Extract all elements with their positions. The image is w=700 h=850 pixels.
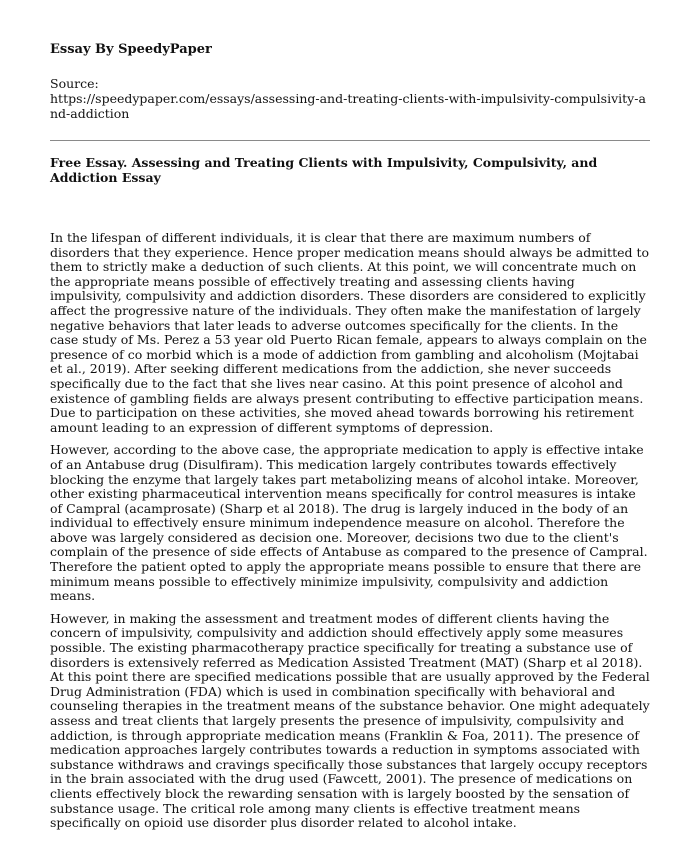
source-url: https://speedypaper.com/essays/assessing-and-treating-clients-with-impulsivity-compulsivity-and-addiction [50, 91, 646, 121]
source-label: Source: [50, 76, 99, 91]
essay-paragraph: In the lifespan of different individuals, it is clear that there are maximum numbers of disorders that they experience. Hence proper medication means should always be admitted to them to strictly make a deduction of such clients. At this point, we will concentrate much on the appropriate means possible of effectively treating and assessing clients having impulsivity, compulsivity and addiction disorders. These disorders are considered to explicitly affect the progressive nature of the individuals. They often make the manifestation of largely negative behaviors that later leads to adverse outcomes specifically for the clients. In the case study of Ms. Perez a 53 year old Puerto Rican female, appears to always complain on the presence of co morbid which is a mode of addiction from gambling and alcoholism (Mojtabai et al., 2019). After seeking different medications from the addiction, she never succeeds specifically due to the fact that she lives near casino. At this point presence of alcohol and existence of gambling fields are always present contributing to effective participation means. Due to participation on these activities, she moved ahead towards borrowing his retirement amount leading to an expression of different symptoms of depression. [50, 230, 650, 435]
essay-body [50, 231, 650, 831]
document-header-title: Essay By SpeedyPaper [50, 42, 212, 57]
essay-title: Free Essay. Assessing and Treating Clients with Impulsivity, Compulsivity, and Addiction Essay [50, 155, 598, 185]
essay-paragraph: However, according to the above case, the appropriate medication to apply is effective intake of an Antabuse drug (Disulfiram). This medication largely contributes towards effectively blocking the enzyme that largely takes part metabolizing means of alcohol intake. Moreover, other existing pharmaceutical intervention means specifically for control measures is intake of Campral (acamprosate) (Sharp et al 2018). The drug is largely induced in the body of an individual to effectively ensure minimum independence measure on alcohol. Therefore the above was largely considered as decision one. Moreover, decisions two due to the client's complain of the presence of side effects of Antabuse as compared to the presence of Campral. Therefore the patient opted to apply the appropriate means possible to ensure that there are minimum means possible to effectively minimize impulsivity, compulsivity and addiction means. [50, 442, 648, 604]
essay-paragraph: However, in making the assessment and treatment modes of different clients having the concern of impulsivity, compulsivity and addiction should effectively apply some measures possible. The existing pharmacotherapy practice specifically for treating a substance use of disorders is extensively referred as Medication Assisted Treatment (MAT) (Sharp et al 2018). At this point there are specified medications possible that are usually approved by the Federal Drug Administration (FDA) which is used in combination specifically with behavioral and counseling therapies in the treatment means of the substance behavior. One might adequately assess and treat clients that largely presents the presence of impulsivity, compulsivity and addiction, is through appropriate medication means (Franklin & Foa, 2011). The presence of medication approaches largely contributes towards a reduction in symptoms associated with substance withdraws and cravings specifically those substances that largely occupy receptors in the brain associated with the drug used (Fawcett, 2001). The presence of medications on clients effectively block the rewarding sensation with is largely boosted by the sensation of substance usage. The critical role among many clients is effective treatment means specifically on opioid use disorder plus disorder related to alcohol intake. [50, 610, 650, 831]
source-block [50, 76, 650, 121]
section-divider [50, 140, 650, 141]
